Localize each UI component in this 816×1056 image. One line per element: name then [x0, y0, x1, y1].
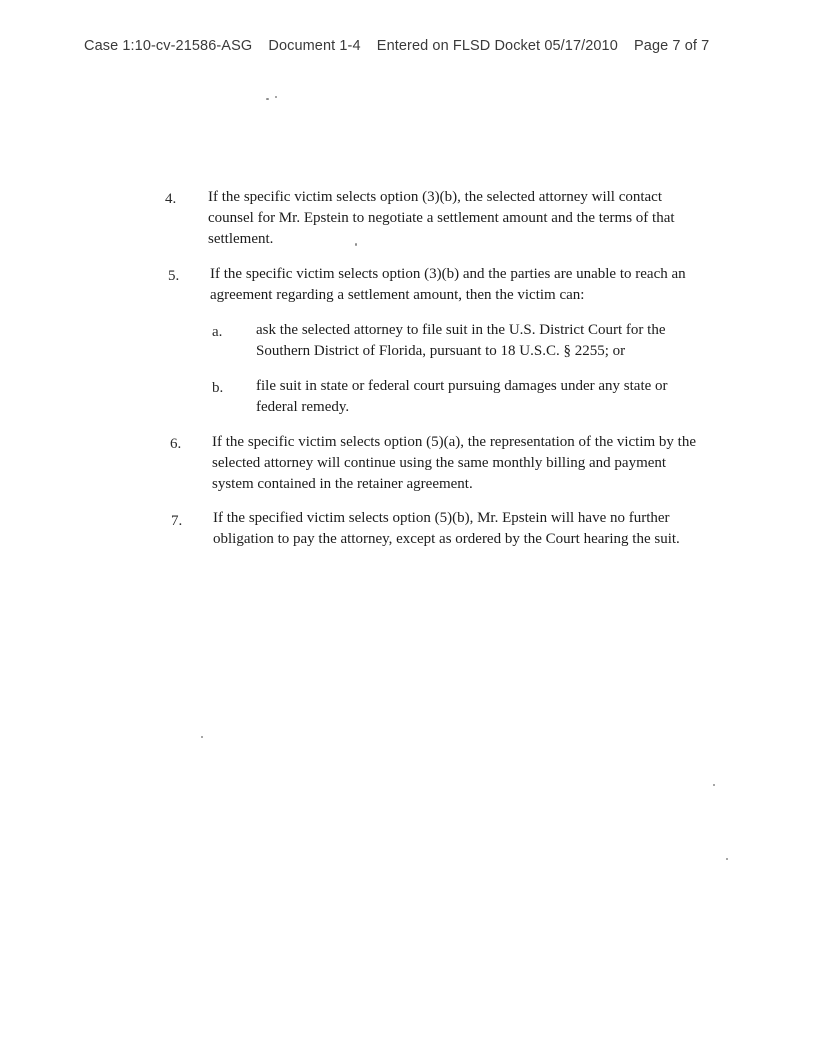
docket-entry: Entered on FLSD Docket 05/17/2010	[376, 38, 618, 54]
case-number: Case 1:10-cv-21586-ASG	[84, 38, 253, 54]
paragraph-item-7: If the specified victim selects option (5)(b), Mr. Epstein will have no further obligation to pay the attorney, except as ordered by the Court hearing the suit.	[213, 510, 680, 547]
subitem-letter: a.	[212, 324, 223, 340]
paragraph-item-5: If the specific victim selects option (3)(b) and the parties are unable to reach an agreement regarding a settlement amount, then the victim can:	[210, 266, 686, 303]
paragraph-item-6: If the specific victim selects option (5)(a), the representation of the victim by the selected attorney will continue using the same monthly billing and payment system contained in the retainer agreement.	[212, 434, 696, 492]
item-number: 6.	[170, 436, 182, 452]
document-number: Document 1-4	[268, 38, 361, 54]
scan-speck	[275, 96, 277, 98]
scan-speck	[201, 736, 203, 738]
item-number: 5.	[168, 268, 180, 284]
item-number: 4.	[165, 191, 177, 207]
paragraph-item-4: If the specific victim selects option (3)(b), the selected attorney will contact counsel for Mr. Epstein to negotiate a settlement amount and the terms of that settlement.	[208, 189, 675, 247]
page-number: Page 7 of 7	[634, 38, 710, 54]
docket-header	[84, 38, 744, 54]
subitem-a: ask the selected attorney to file suit in the U.S. District Court for the Southern District of Florida, pursuant to 18 U.S.C. § 2255; or	[256, 322, 666, 359]
scan-speck	[726, 858, 728, 860]
subitem-b: file suit in state or federal court pursuing damages under any state or federal remedy.	[256, 378, 668, 415]
scan-speck	[713, 784, 715, 786]
item-number: 7.	[171, 513, 183, 529]
subitem-letter: b.	[212, 380, 224, 396]
scan-speck	[266, 98, 269, 100]
